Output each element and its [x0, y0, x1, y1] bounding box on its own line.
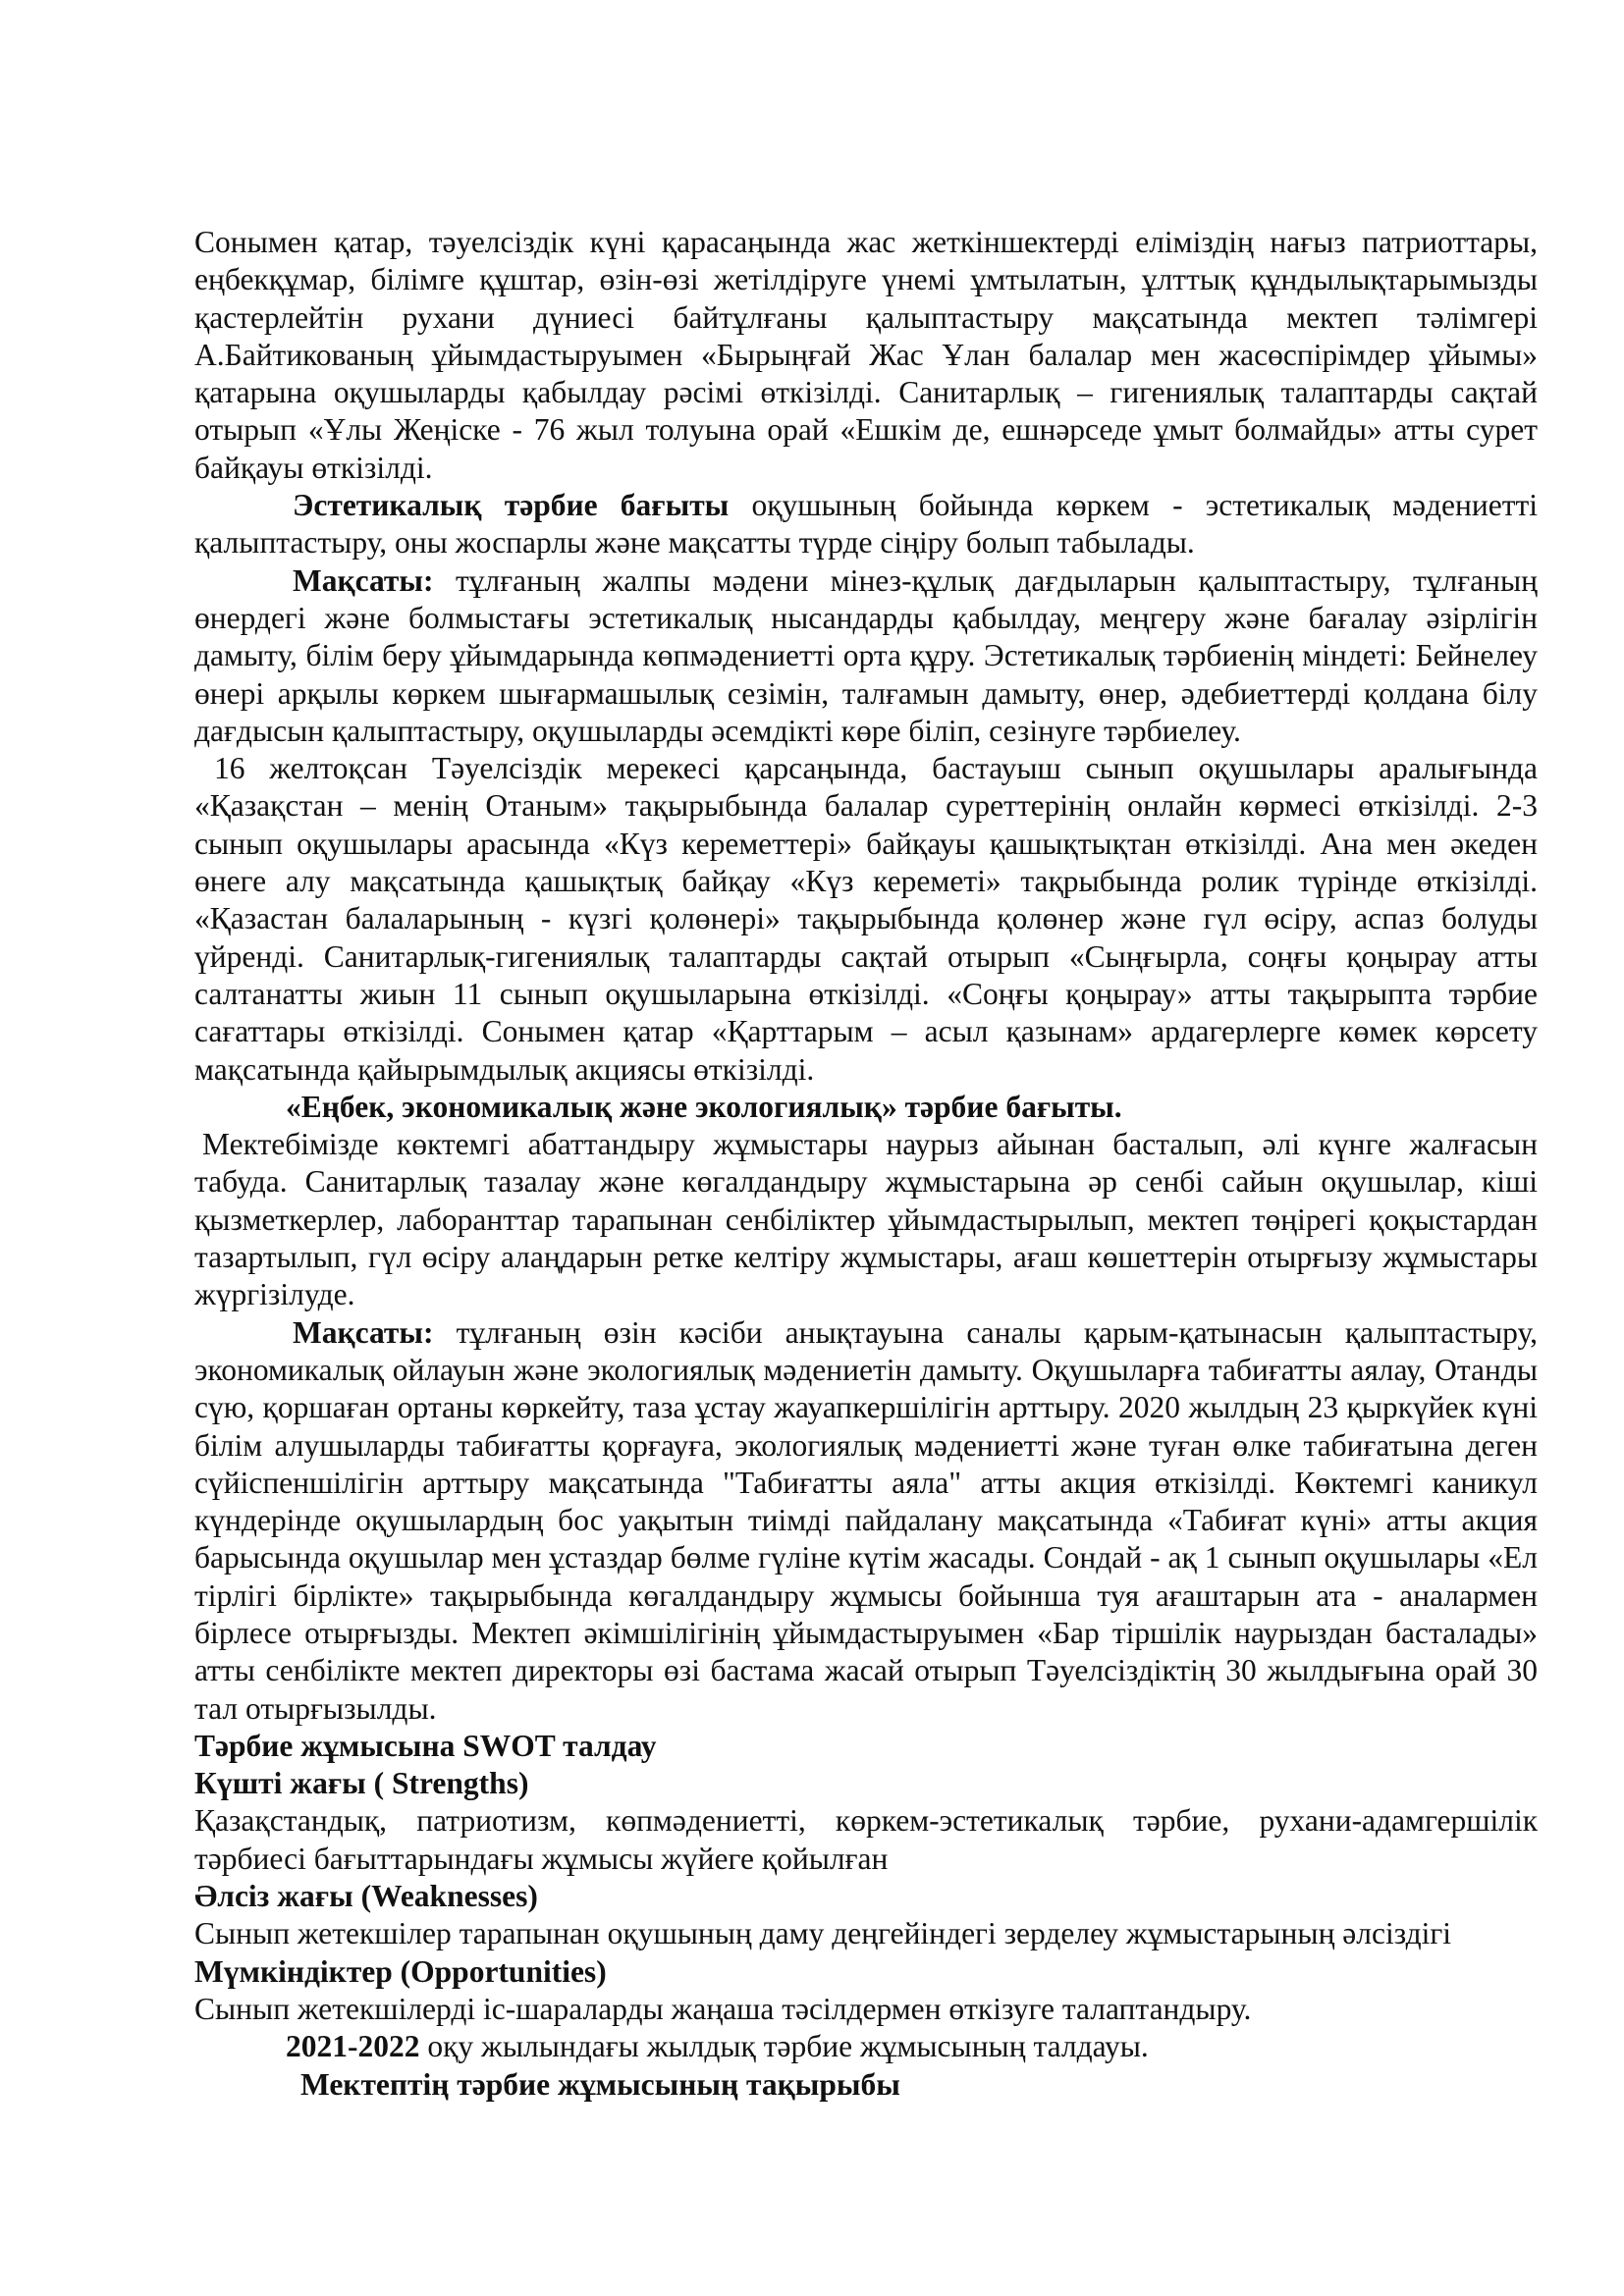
paragraph-ecology-goal	[194, 1314, 1538, 1728]
weaknesses-text: Сынып жетекшілер тарапынан оқушының даму деңгейіндегі зерделеу жұмыстарының әлсіздігі	[194, 1916, 1452, 1951]
annual-analysis-line	[194, 2028, 1538, 2065]
strengths-title: Күшті жағы ( Strengths)	[194, 1766, 529, 1801]
labor-direction-heading: «Еңбек, экономикалық және экологиялық» тәрбие бағыты.	[286, 1089, 1122, 1124]
annual-analysis-year: 2021-2022	[286, 2029, 420, 2064]
aesthetic-direction-label: Эстетикалық тәрбие бағыты	[293, 488, 730, 523]
strengths-text: Қазақстандық, патриотизм, көпмәдениетті, көркем-эстетикалық тәрбие, рухани-адамгершілік тәрбиесі бағыттарындағы жұмысы жүйеге қойылған	[194, 1803, 1538, 1876]
paragraph-december-events: 16 желтоқсан Тәуелсіздік мерекесі қарсаңында, бастауыш сынып оқушылары аралығында «Қазақстан – менің Отаным» тақырыбында балалар суреттерінің онлайн көрмесі өткізілді. 2-3 сынып оқушылары арасында «Күз кереметтері» байқауы қашықтықтан өткізілді. Ана мен әкеден өнеге алу мақсатында қашықтық байқау «Күз кереметі» тақрыбында ролик түрінде өткізілді. «Қазастан балаларының - күзгі қолөнері» тақырыбында қолөнер және гүл өсіру, аспаз болуды үйренді. Санитарлық-гигениялық талаптарды сақтай отырып «Сыңғырла, соңғы қоңырау атты салтанатты жиын 11 сынып оқушыларына өткізілді. «Соңғы қоңырау» атты тақырыпта тәрбие сағаттары өткізілді. Сонымен қатар «Қарттарым – асыл қазынам» ардагерлерге көмек көрсету мақсатында қайырымдылық акциясы өткізілді.	[194, 751, 1538, 1087]
paragraph-aesthetic-direction	[194, 487, 1538, 562]
paragraph-aesthetic-goal	[194, 562, 1538, 750]
paragraph-independence-day: Сонымен қатар, тәуелсіздік күні қарасаңында жас жеткіншектерді еліміздің нағыз патриоттары, еңбекқұмар, білімге құштар, өзін-өзі жетілдіруге үнемі ұмтылатын, ұлттық құндылықтарымызды қастерлейтін рухани дүниесі байтұлғаны қалыптастыру мақсатында мектеп тәлімгері А.Байтикованың ұйымдастыруымен «Бырыңғай Жас Ұлан балалар мен жасөспірімдер ұйымы» қатарына оқушыларды қабылдау рәсімі өткізілді. Санитарлық – гигениялық талаптарды сақтай отырып «Ұлы Жеңіске - 76 жыл толуына орай «Ешкім де, ешнәрседе ұмыт болмайды» атты сурет байқауы өткізілді.	[194, 225, 1538, 485]
aesthetic-goal-text: тұлғаның жалпы мәдени мінез-құлық дағдыларын қалыптастыру, тұлғаның өнердегі және болмыстағы эстетикалық нысандарды қабылдау, меңгеру және бағалау әзірлігін дамыту, білім беру ұйымдарында көпмәдениетті орта құру. Эстетикалық тәрбиенің міндеті: Бейнелеу өнері арқылы көркем шығармашылық сезімін, талғамын дамыту, өнер, әдебиеттерді қолдана білу дағдысын қалыптастыру, оқушыларды әсемдікті көре біліп, сезінуге тәрбиелеу.	[194, 562, 1538, 748]
ecology-goal-label: Мақсаты:	[293, 1314, 434, 1350]
ecology-goal-text: тұлғаның өзін кәсіби анықтауына саналы қарым-қатынасын қалыптастыру, экономикалық ойлауын және экологиялық мәдениетін дамыту. Оқушыларға табиғатты аялау, Отанды сүю, қоршаған ортаны көркейту, таза ұстау жауапкершілігін арттыру. 2020 жылдың 23 қыркүйек күні білім алушыларды табиғатты қорғауға, экологиялық мәдениетті және туған өлке табиғатына деген сүйіспеншілігін арттыру мақсатында "Табиғатты аяла" атты акция өткізілді. Көктемгі каникул күндерінде оқушылардың бос уақытын тиімді пайдалану мақсатында «Табиғат күні» атты акция барысында оқушылар мен ұстаздар бөлме гүліне күтім жасады. Сондай - ақ 1 сынып оқушылары «Ел тірлігі бірлікте» тақырыбында көгалдандыру жұмысы бойынша туя ағаштарын ата - аналармен бірлесе отырғызды. Мектеп әкімшілігінің ұйымдастыруымен «Бар тіршілік наурыздан басталады» атты сенбілікте мектеп директоры өзі бастама жасай отырып Тәуелсіздіктің 30 жылдығына орай 30 тал отырғызылды.	[194, 1314, 1538, 1726]
annual-analysis-text: оқу жылындағы жылдық тәрбие жұмысының талдауы.	[419, 2029, 1149, 2064]
aesthetic-direction-text: оқушының бойында көркем - эстетикалық мәдениетті қалыптастыру, оны жоспарлы және мақсатты түрде сіңіру болып табылады.	[194, 488, 1539, 561]
document-page	[194, 224, 1538, 2104]
opportunities-text: Сынып жетекшілерді іс-шараларды жаңаша тәсілдермен өткізуге талаптандыру.	[194, 1991, 1252, 2026]
swot-title: Тәрбие жұмысына SWOT талдау	[194, 1728, 657, 1763]
opportunities-title: Мүмкіндіктер (Opportunities)	[194, 1953, 607, 1989]
paragraph-spring-works: Мектебімізде көктемгі абаттандыру жұмыстары наурыз айынан басталып, әлі күнге жалғасын табуда. Санитарлық тазалау және көгалдандыру жұмыстарына әр сенбі сайын оқушылар, кіші қызметкерлер, лаборанттар тарапынан сенбіліктер ұйымдастырылып, мектеп төңірегі қоқыстардан тазартылып, гүл өсіру алаңдарын ретке келтіру жұмыстары, ағаш көшеттерін отырғызу жұмыстары жүргізілуде.	[194, 1127, 1538, 1312]
aesthetic-goal-label: Мақсаты:	[293, 562, 434, 598]
school-theme-title: Мектептің тәрбие жұмысының тақырыбы	[300, 2066, 900, 2102]
weaknesses-title: Әлсіз жағы (Weaknesses)	[194, 1879, 538, 1914]
